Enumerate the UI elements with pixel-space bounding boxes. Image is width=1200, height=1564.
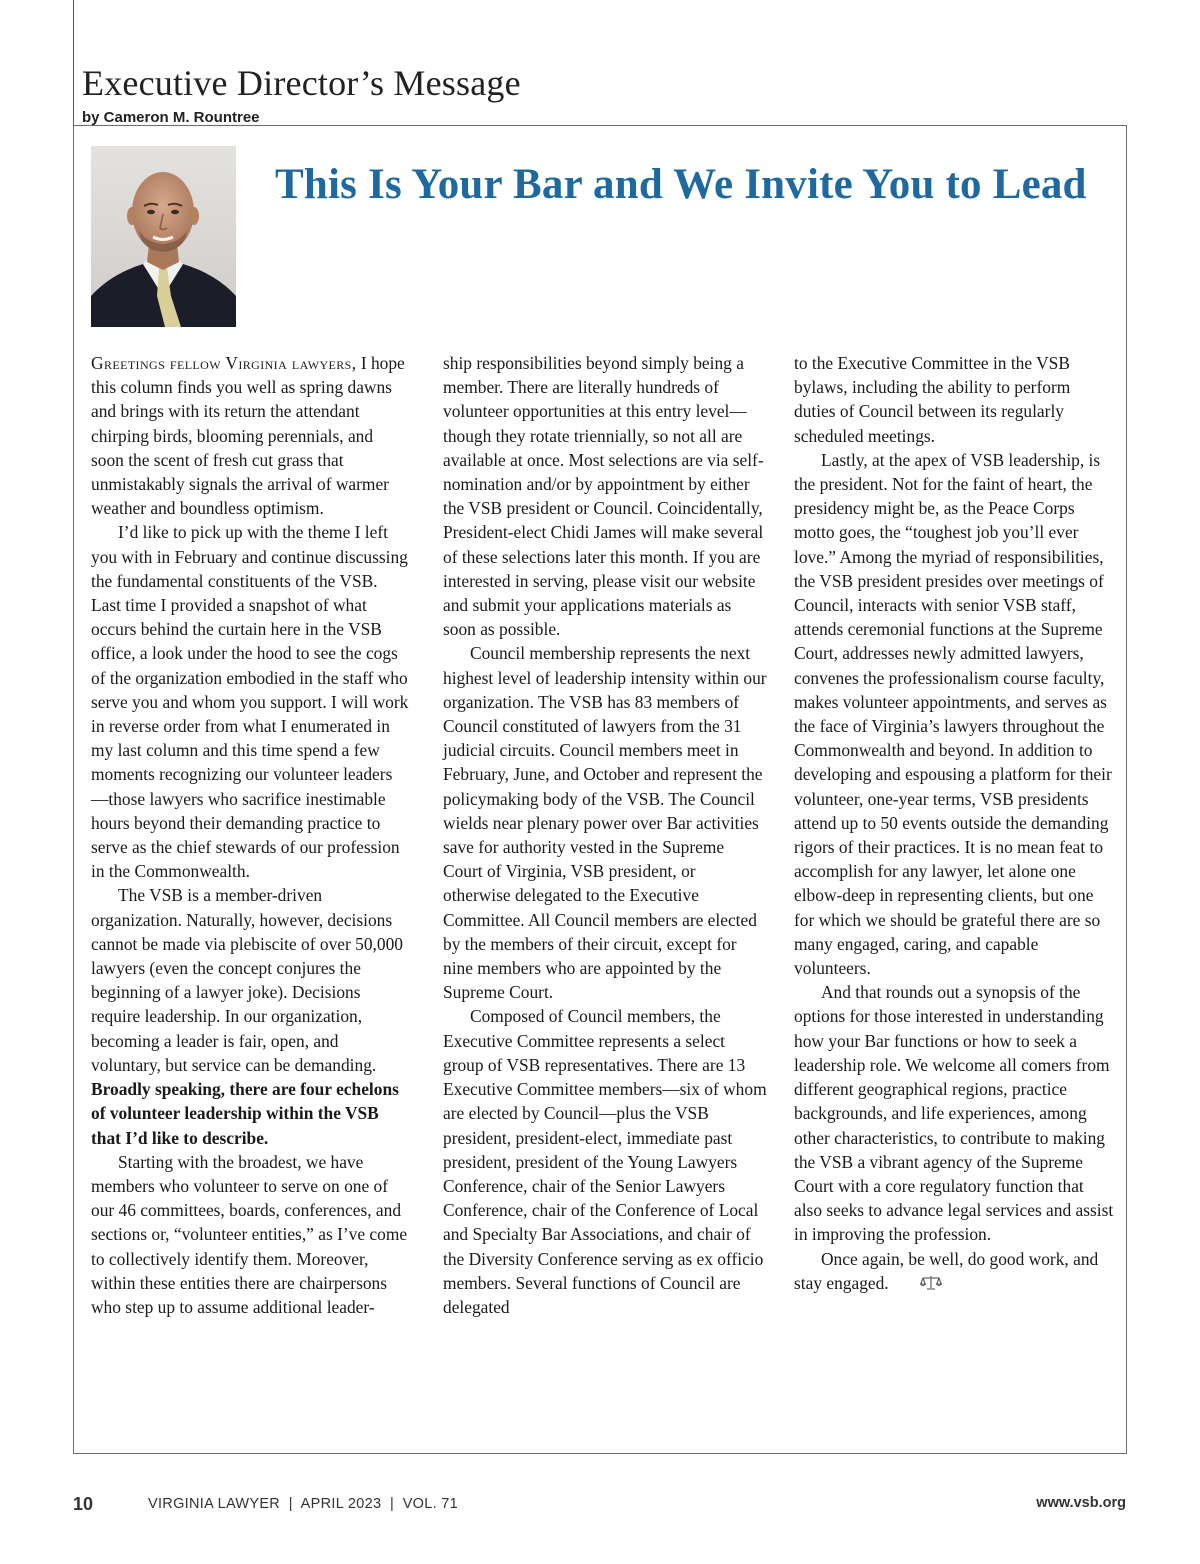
- byline: by Cameron M. Rountree: [82, 109, 266, 127]
- paragraph: Starting with the broadest, we have members who volunteer to serve on one of our 46 committees, boards, conferences, and sections or, “volunteer entities,” as I’ve come to collectively identify them. Moreover, within these entities there are chairpersons who step up to assume additional leader-: [91, 1151, 408, 1317]
- paragraph: to the Executive Committee in the VSB bylaws, including the ability to perform duties of Council between its regularly scheduled meetings.: [794, 353, 1071, 446]
- paragraph-text: I hope this column finds you well as spring dawns and brings with its return the attendant chirping birds, blooming perennials, and soon the scent of fresh cut grass that unmistakably signals the arrival of warmer weather and boundless optimism.: [91, 353, 405, 519]
- paragraph-text: The VSB is a member-driven organization. Naturally, however, decisions cannot be made via plebiscite of over 50,000 lawyers (even the concept conjures the beginning of a lawyer joke). Decisions require leadership. In our organization, becoming a leader is fair, open, and voluntary, but service can be demanding.: [91, 885, 403, 1075]
- paragraph: Council membership represents the next highest level of leadership intensity within our organization. The VSB has 83 members of Council constituted of lawyers from the 31 judicial circuits. Council members meet in February, June, and October and represent the policymaking body of the VSB. The Council wields near plenary power over Bar activities save for authority vested in the Supreme Court of Virginia, VSB president, or otherwise delegated to the Executive Committee. All Council members are elected by the members of their circuit, except for nine members who are appointed by the Supreme Court.: [443, 643, 767, 1003]
- article-headline: This Is Your Bar and We Invite You to Lead: [275, 161, 1087, 208]
- paragraph: Lastly, at the apex of VSB leadership, is the president. Not for the faint of heart, the presidency might be, as the Peace Corps motto goes, the “toughest job you’ll ever love.” Among the myriad of responsibilities, the VSB president presides over meetings of Council, interacts with senior VSB staff, attends ceremonial functions at the Supreme Court, addresses newly admitted lawyers, convenes the professionalism course faculty, makes volunteer appointments, and serves as the face of Virginia’s lawyers throughout the Commonwealth and beyond. In addition to developing and espousing a platform for their volunteer, one-year terms, VSB presidents attend up to 50 events outside the demanding rigors of their practices. It is no mean feat to accomplish for any lawyer, let alone one elbow-deep in representing clients, but one for which we should be grateful there are so many engaged, caring, and capable volunteers.: [794, 449, 1112, 979]
- paragraph: [91, 351, 409, 520]
- article-column-2: [443, 351, 767, 1319]
- emphasis-text: Broadly speaking, there are four echelons of volunteer leadership within the VSB that I’d like to describe.: [91, 1079, 399, 1148]
- article-column-1: [91, 351, 409, 1319]
- page-footer: [0, 1494, 1200, 1518]
- article-column-3: [794, 351, 1116, 1295]
- paragraph: Composed of Council members, the Executive Committee represents a select group of VSB representatives. There are 13 Executive Committee members—six of whom are elected by Council—plus the VSB president, president-elect, immediate past president, president of the Young Lawyers Conference, chair of the Senior Lawyers Conference, chair of the Conference of Local and Specialty Bar Associations, and chair of the Diversity Conference serving as ex officio members. Several functions of Council are delegated: [443, 1006, 767, 1317]
- publication-info: VIRGINIA LAWYER | APRIL 2023 | VOL. 71: [148, 1496, 458, 1512]
- website-link[interactable]: www.vsb.org: [1036, 1495, 1126, 1511]
- left-margin-rule: [73, 0, 74, 125]
- page-number: 10: [73, 1494, 94, 1514]
- paragraph: ship responsibilities beyond simply being a member. There are literally hundreds of volunteer opportunities at this entry level—though they rotate triennially, so not all are available at once. Most selections are via self-nomination and/or by appointment by either the VSB president or Council. Coincidentally, President-elect Chidi James will make several of these selections later this month. If you are interested in serving, please visit our website and submit your applications materials as soon as possible.: [443, 353, 764, 640]
- paragraph: I’d like to pick up with the theme I left you with in February and continue discussing the fundamental constituents of the VSB. Last time I provided a snapshot of what occurs behind the curtain here in the VSB office, a look under the hood to see the cogs of the organization embodied in the staff who serve you and whom you support. I will work in reverse order from what I enumerated in my last column and this time spend a few moments recognizing our volunteer leaders—those lawyers who sacrifice inestimable hours beyond their demanding practice to serve as the chief stewards of our profession in the Commonwealth.: [91, 522, 409, 882]
- section-title: Executive Director’s Message: [82, 63, 521, 103]
- paragraph: [91, 883, 409, 1149]
- paragraph-text: Once again, be well, do good work, and stay engaged.: [794, 1248, 1099, 1293]
- scales-of-justice-icon: [893, 1272, 915, 1288]
- author-portrait: [91, 146, 236, 327]
- opening-lead: Greetings fellow Virginia lawyers,: [91, 353, 357, 373]
- closing-paragraph: [794, 1247, 1116, 1295]
- paragraph: And that rounds out a synopsis of the options for those interested in understanding how your Bar functions or how to seek a leadership role. We welcome all comers from different geographical regions, practice backgrounds, and life experiences, among other characteristics, to contribute to making the VSB a vibrant agency of the Supreme Court with a core regulatory function that also seeks to advance legal services and assist in improving the profession.: [794, 982, 1114, 1245]
